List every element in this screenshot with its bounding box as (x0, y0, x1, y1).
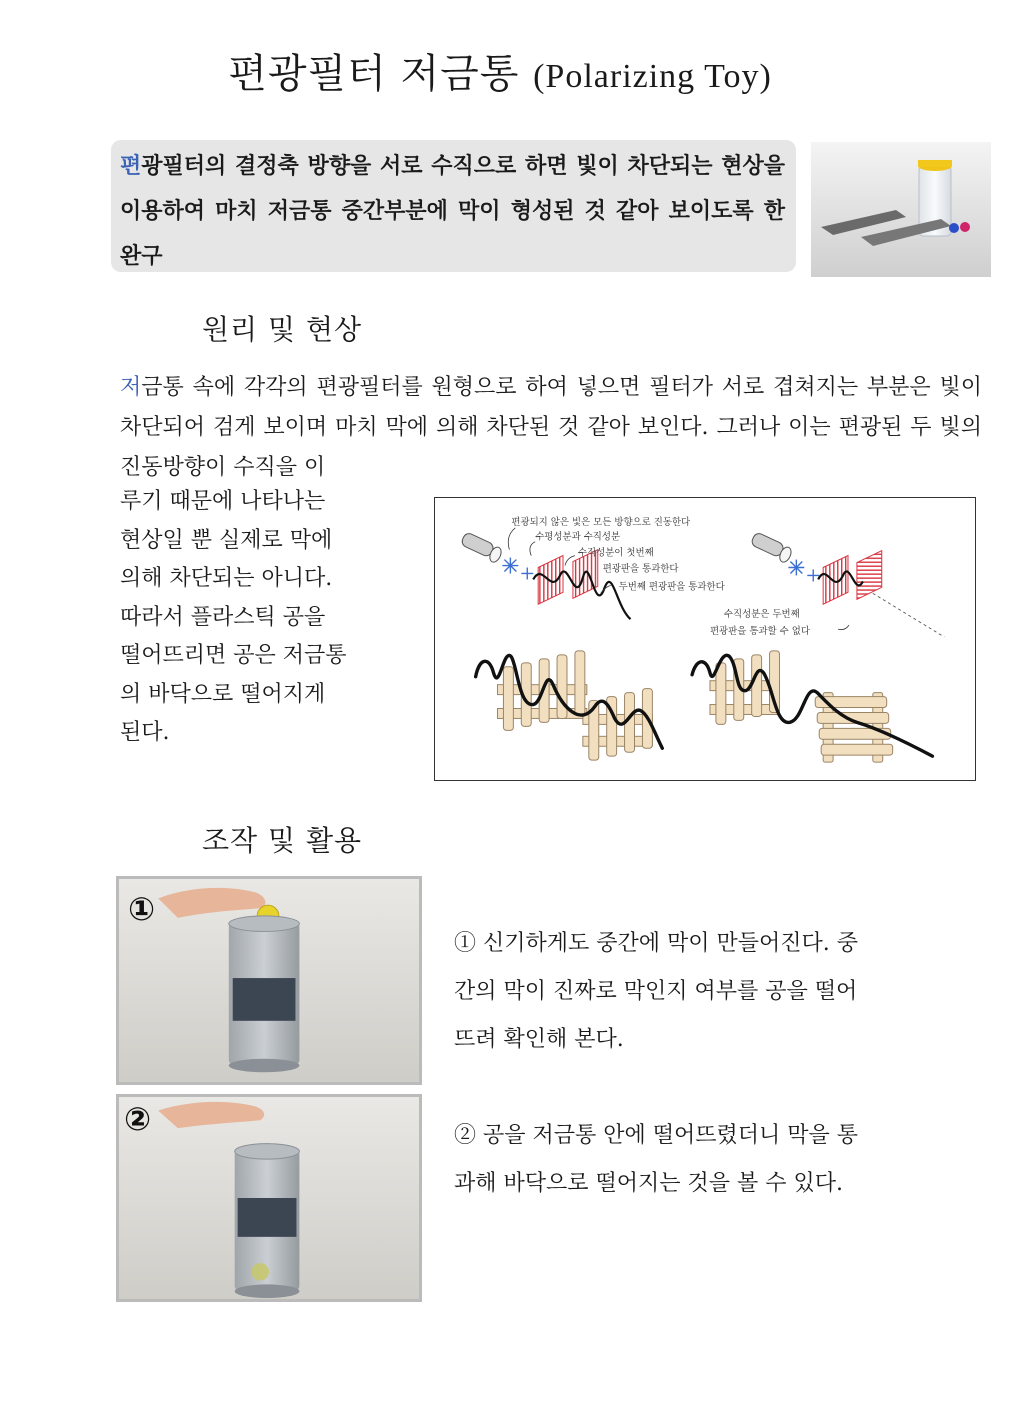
label-unpolarized: 편광되지 않은 빛은 모든 방향으로 진동한다 (511, 516, 691, 528)
principle-line: 의 바닥으로 떨어지게 (120, 681, 326, 707)
polarization-diagram (434, 497, 976, 781)
crossed-polarizer (857, 551, 882, 600)
light-star-icon (502, 558, 533, 580)
title-main: 편광필터 저금통 (228, 51, 520, 97)
principle-line: 된다. (120, 720, 170, 745)
principle-line: 떨어뜨리면 공은 저금통 (120, 643, 347, 668)
label-second-polarizer: 두번째 편광판을 통과한다 (618, 581, 725, 593)
step1-line: 뜨려 확인해 본다. (454, 1027, 624, 1052)
label-cannot-pass: 편광판을 통과할 수 없다 (709, 626, 810, 638)
principle-line: 의해 차단되는 아니다. (120, 566, 333, 591)
intro-body: 광필터의 결정축 방향을 서로 수직으로 하면 빛이 차단되는 현상을 이용하여 마치 저금통 중간부분에 막이 형성된 것 같아 보이도록 한 완구 (120, 153, 785, 269)
principle-text-top: 금통 속에 각각의 편광필터를 원형으로 하여 넣으면 필터가 서로 겹쳐지는 부분은 빛이 차단되어 검게 보이며 마치 막에 의해 차단된 것 같아 보인다. 그러나 이는 편광된 두 빛의 진동방향이 수직을 이 (120, 375, 982, 480)
step1-text (454, 920, 984, 1064)
first-polarizer (823, 556, 848, 605)
step2-line: 과해 바닥으로 떨어지는 것을 볼 수 있다. (454, 1171, 843, 1196)
principle-heading: 원리 및 현상 (202, 313, 363, 346)
intro-lead-char: 편 (120, 153, 142, 179)
label-vertical-second: 수직성분은 두번째 (723, 609, 800, 621)
principle-paragraph-left (120, 483, 420, 753)
step1-photo (116, 876, 422, 1085)
light-star-icon (788, 560, 819, 582)
step2-line: ② 공을 저금통 안에 떨어뜨렸더니 막을 통 (454, 1123, 858, 1148)
principle-paragraph-top (120, 368, 982, 488)
step2-photo (116, 1094, 422, 1302)
principle-lead-char: 저 (120, 375, 142, 400)
intro-text (120, 144, 785, 279)
principle-line: 따라서 플라스틱 공을 (120, 604, 326, 630)
principle-line: 현상일 뿐 실제로 막에 (120, 527, 333, 553)
page-title (0, 42, 1000, 99)
usage-heading: 조작 및 활용 (202, 824, 363, 857)
step1-line: ① 신기하게도 중간에 막이 만들어진다. 중 (454, 931, 858, 956)
title-sub: (Polarizing Toy) (533, 58, 772, 95)
flashlight-icon (460, 532, 503, 564)
principle-line: 루기 때문에 나타나는 (120, 489, 326, 514)
label-horizontal-vertical: 수평성분과 수직성분 (535, 531, 621, 543)
flashlight-icon (750, 532, 793, 564)
step1-line: 간의 막이 진짜로 막인지 여부를 공을 떨어 (454, 979, 858, 1004)
step1-badge: ① (128, 890, 156, 928)
step2-text (454, 1112, 984, 1208)
product-photo (811, 142, 991, 277)
step2-badge: ② (124, 1100, 152, 1138)
label-passes-polarizer: 편광판을 통과한다 (602, 563, 679, 575)
label-vertical-first: 수직성분이 첫번째 (577, 547, 654, 559)
